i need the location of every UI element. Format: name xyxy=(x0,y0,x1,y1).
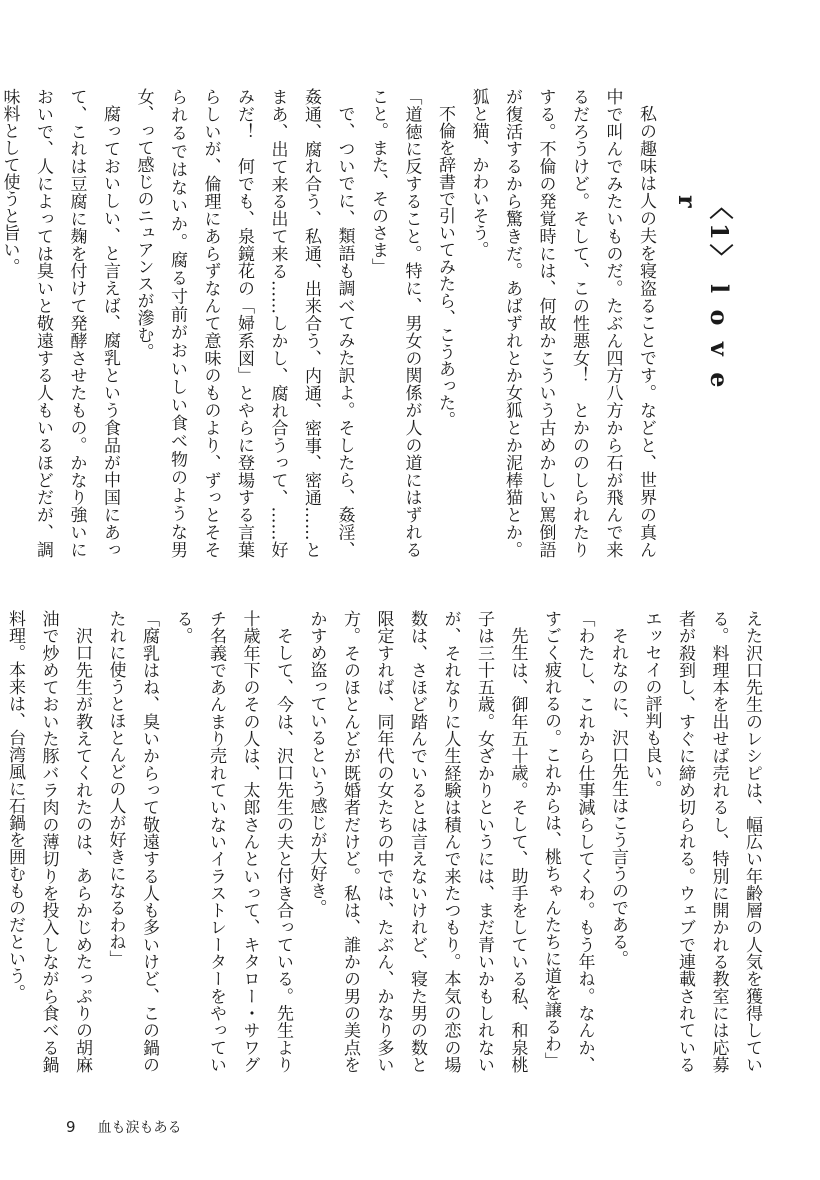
paragraph: 不倫を辞書で引いてみたら、こうあった。 xyxy=(435,105,455,428)
page-number: 9 xyxy=(66,1118,76,1136)
page-footer xyxy=(66,1115,182,1139)
chapter-heading: 〈1〉 l o v e r xyxy=(673,195,734,392)
paragraph: 沢口先生が教えてくれたのは、あらかじめたっぷりの胡麻油で炒めておいた豚バラ肉の薄切りを投入しながら食べる鍋料理。本来は、台湾風に石鍋を囲むものだという。 xyxy=(5,610,92,1073)
paragraph: 「道徳に反すること。特に、男女の関係が人の道にはずれること。また、そのさま」 xyxy=(368,88,422,558)
paragraph: そして、今は、沢口先生の夫と付き合っている。先生より十歳年下のその人は、太郎さんといって、キタロー・サワグチ名義であんまり売れていないイラストレーターをやっている。 xyxy=(172,610,293,1073)
bottom-text-block xyxy=(5,610,768,1073)
paragraph: 「腐乳はね、臭いからって敬遠する人も多いけど、この鍋のたれに使うとほとんどの人が好きになるわね」 xyxy=(105,610,159,1073)
paragraph: 腐っておいしい、と言えば、腐乳という食品が中国にあって、これは豆腐に麹を付けて発酵させたもの。かなり強いにおいで、人によっては臭いと敬遠する人もいるほどだが、調味料として使うと旨い。 xyxy=(0,88,120,558)
paragraph: 先生は、御年五十歳。そして、助手をしている私、和泉桃子は三十五歳。女ざかりというには、まだ青いかもしれないが、それなりに人生経験は積んで来たつもり。本気の恋の場数は、さほど踏んでいるとは言えないけれど、寝た男の数と限定すれば、同年代の女たちの中では、たぶん、かなり多い方。そのほとんどが既婚者だけど。私は、誰かの男の美点をかすめ盗っているという感じが大好き。 xyxy=(306,610,528,1073)
book-title: 血も涙もある xyxy=(97,1120,182,1136)
paragraph: で、ついでに、類語も調べてみた訳よ。そしたら、姦淫、姦通、腐れ合う、私通、出来合う、内通、密事、密通……とまあ、出て来る出て来る……しかし、腐れ合うって、……好みだ！ 何でも、泉鏡花の「婦系図」とやらに登場する言葉らしいが、倫理にあらずなんて意味のものより、ずっとそそられるではないか。腐る寸前がおいしい食べ物のような男女、って感じのニュアンスが滲む。 xyxy=(133,88,355,558)
paragraph: それなのに、沢口先生はこう言うのである。 xyxy=(608,627,628,967)
top-text-block xyxy=(0,88,662,558)
paragraph: 「わたし、これから仕事減らしてくわ。もう年ね。なんか、すごく疲れるの。これからは、桃ちゃんたちに道を譲るわ」 xyxy=(541,610,595,1073)
paragraph: えた沢口先生のレシピは、幅広い年齢層の人気を獲得している。料理本を出せば売れるし、特別に開かれる教室には応募者が殺到し、すぐに締め切られる。ウェブで連載されているエッセイの評判も良い。 xyxy=(641,610,762,1073)
paragraph: 私の趣味は人の夫を寝盗ることです。などと、世界の真ん中で叫んでみたいものだ。たぶん四方八方から石が飛んで来るだろうけど。そして、この性悪女！ とかののしられたりする。不倫の発覚時には、何故かこういう古めかしい罵倒語が復活するから驚きだ。あばずれとか女狐とか泥棒猫とか。狐と猫、かわいそう。 xyxy=(468,88,656,558)
